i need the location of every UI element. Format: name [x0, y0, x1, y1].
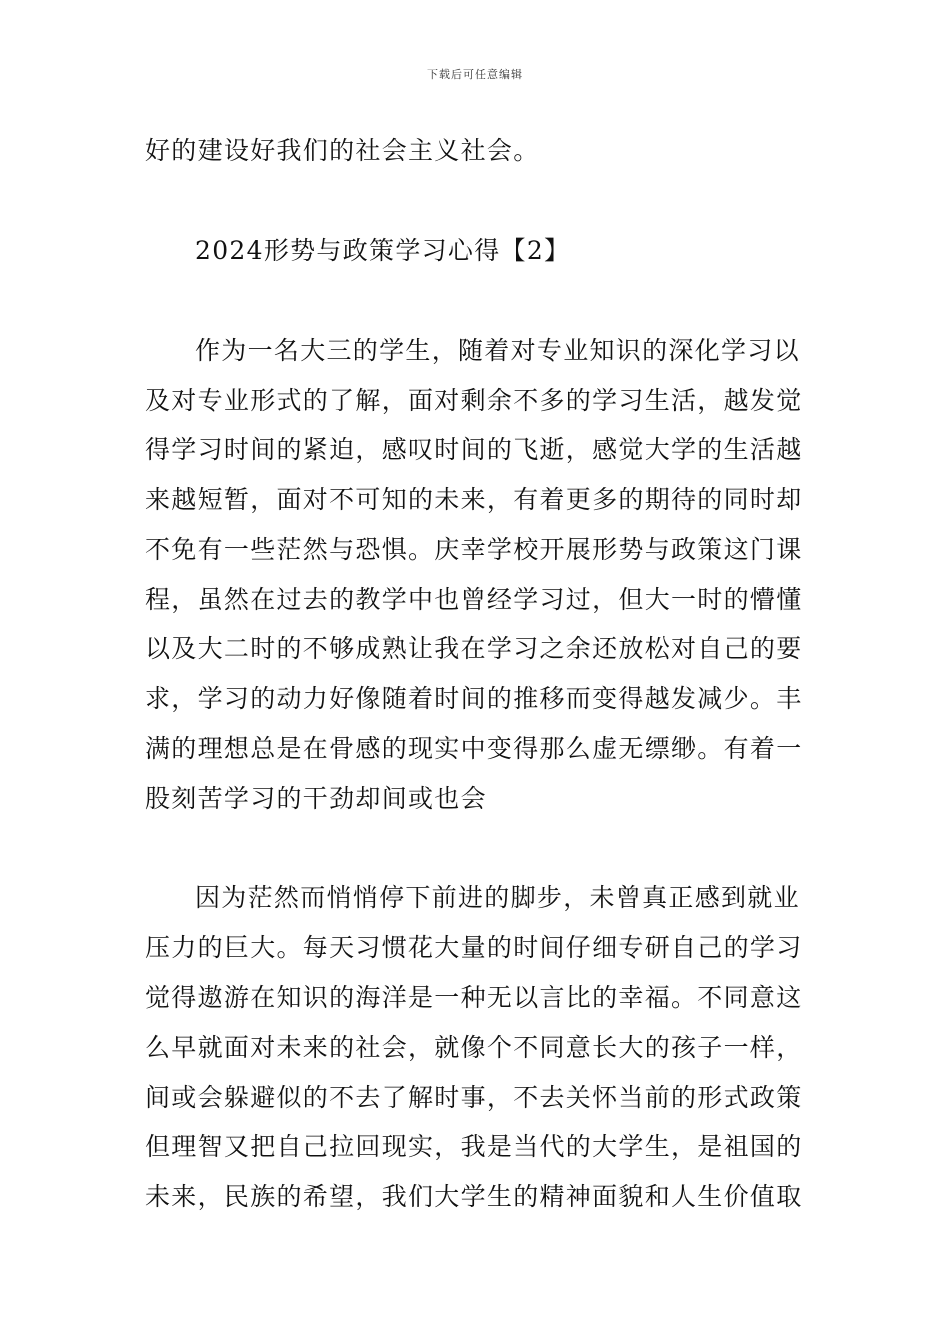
- body-line: 压力的巨大。每天习惯花大量的时间仔细专研自己的学习: [145, 933, 803, 962]
- body-line: 来越短暂，面对不可知的未来，有着更多的期待的同时却: [145, 485, 803, 514]
- body-line: 以及大二时的不够成熟让我在学习之余还放松对自己的要: [145, 634, 803, 663]
- body-line: 但理智又把自己拉回现实，我是当代的大学生，是祖国的: [145, 1132, 803, 1161]
- body-line: 因为茫然而悄悄停下前进的脚步，未曾真正感到就业: [195, 883, 800, 912]
- body-line: 不免有一些茫然与恐惧。庆幸学校开展形势与政策这门课: [145, 535, 803, 564]
- body-line: 么早就面对未来的社会，就像个不同意长大的孩子一样，: [145, 1033, 803, 1062]
- section-heading: 2024形势与政策学习心得【2】: [195, 236, 571, 265]
- header-note: 下载后可任意编辑: [427, 68, 523, 81]
- body-line: 未来，民族的希望，我们大学生的精神面貌和人生价值取: [145, 1182, 803, 1211]
- body-line: 满的理想总是在骨感的现实中变得那么虚无缥缈。有着一: [145, 734, 803, 763]
- body-line: 程，虽然在过去的教学中也曾经学习过，但大一时的懵懂: [145, 585, 803, 614]
- body-line: 股刻苦学习的干劲却间或也会: [145, 784, 487, 813]
- body-line: 及对专业形式的了解，面对剩余不多的学习生活，越发觉: [145, 386, 803, 415]
- body-line: 求，学习的动力好像随着时间的推移而变得越发减少。丰: [145, 684, 803, 713]
- body-line: 间或会躲避似的不去了解时事，不去关怀当前的形式政策: [145, 1083, 803, 1112]
- body-line: 好的建设好我们的社会主义社会。: [145, 136, 540, 165]
- body-line: 得学习时间的紧迫，感叹时间的飞逝，感觉大学的生活越: [145, 435, 803, 464]
- body-line: 作为一名大三的学生，随着对专业知识的深化学习以: [195, 336, 800, 365]
- body-line: 觉得遨游在知识的海洋是一种无以言比的幸福。不同意这: [145, 983, 803, 1012]
